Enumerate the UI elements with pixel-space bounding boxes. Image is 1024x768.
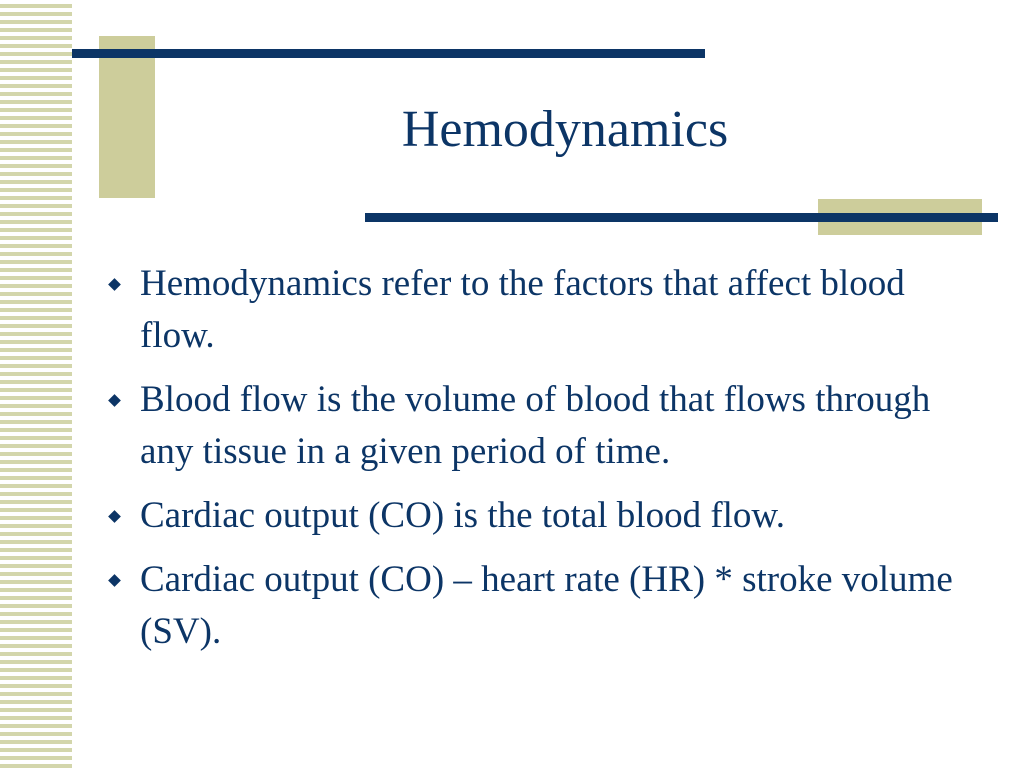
bullet-item: [104, 490, 984, 542]
diamond-bullet-icon: [108, 278, 121, 291]
slide-title: Hemodynamics: [401, 101, 729, 158]
bullet-text: Blood flow is the volume of blood that flows through any tissue in a given period of time.: [140, 379, 931, 472]
bullet-item: [104, 258, 984, 362]
bullet-list: [104, 258, 984, 670]
bullet-text: Cardiac output (CO) – heart rate (HR) * stroke volume (SV).: [140, 559, 953, 652]
bullet-text: Hemodynamics refer to the factors that affect blood flow.: [140, 263, 905, 356]
diamond-bullet-icon: [108, 510, 121, 523]
decorative-navy-bar-bottom: [365, 213, 998, 222]
decorative-navy-bar-top: [72, 49, 705, 58]
bullet-item: [104, 554, 984, 658]
diamond-bullet-icon: [108, 394, 121, 407]
decorative-tan-block-left: [99, 36, 155, 198]
decorative-stripe-band: [0, 0, 72, 768]
bullet-item: [104, 374, 984, 478]
diamond-bullet-icon: [108, 574, 121, 587]
bullet-text: Cardiac output (CO) is the total blood flow.: [140, 495, 785, 536]
